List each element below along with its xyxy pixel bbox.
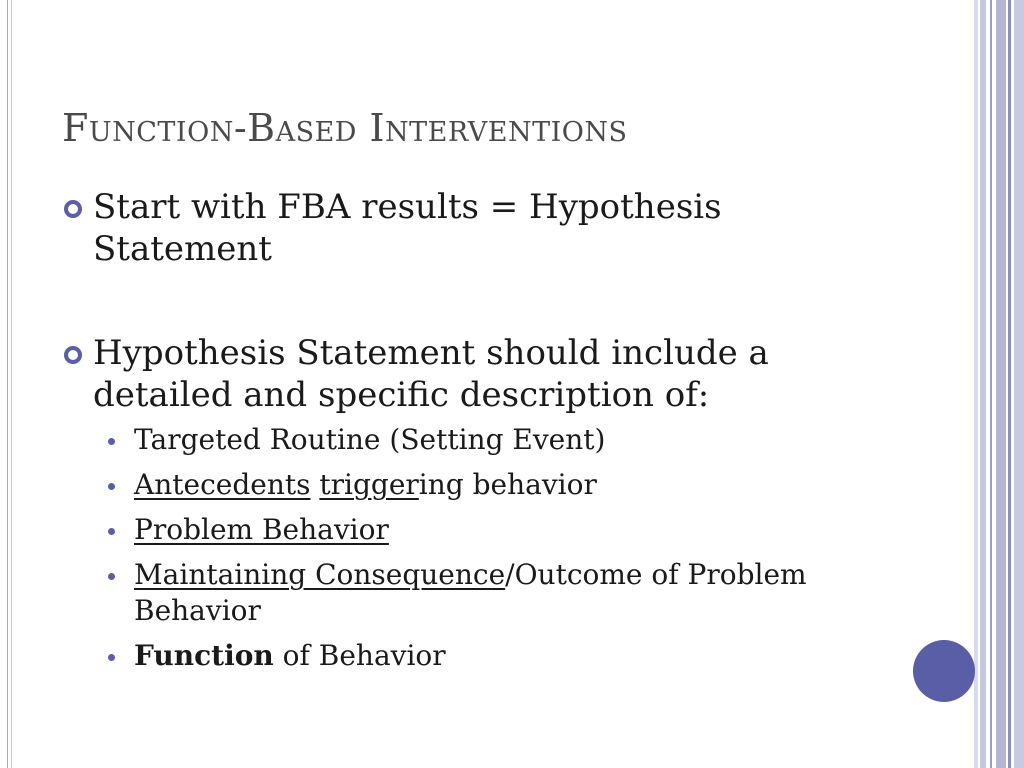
ing-behavior-text: ing behavior: [418, 468, 597, 501]
problem-behavior-text: Problem Behavior: [134, 513, 389, 546]
dot-bullet-icon: [108, 438, 115, 445]
stripe: [1014, 0, 1024, 768]
bullet-item: [62, 332, 882, 416]
sub-bullet-text: Targeted Routine (Setting Event): [134, 423, 606, 456]
antecedents-text: Antecedents: [134, 468, 311, 501]
dot-bullet-icon: [108, 528, 115, 535]
circle-ornament: [913, 640, 975, 702]
dot-bullet-icon: [108, 573, 115, 580]
of-behavior-text: of Behavior: [273, 639, 446, 672]
right-decorative-stripes: [974, 0, 1024, 768]
dot-bullet-icon: [108, 483, 115, 490]
function-text: Function: [134, 639, 274, 672]
outcome-text: /Outcome of Problem Behavior: [134, 558, 807, 627]
bullet-text: Start with FBA results = Hypothesis Statement: [93, 187, 722, 269]
sub-bullet-item: [62, 638, 882, 674]
left-border-line-inner: [11, 0, 12, 768]
bullet-list: [62, 186, 882, 674]
stripe: [996, 0, 1006, 768]
trigger-text: trigger: [319, 468, 419, 501]
slide-title: Function-Based Interventions: [62, 106, 628, 150]
sub-bullet-item: [62, 512, 882, 548]
sub-bullet-item: [62, 422, 882, 458]
left-border-line: [7, 0, 8, 768]
bullet-text: Hypothesis Statement should include a detailed and specific description of:: [93, 333, 769, 415]
sub-bullet-item: [62, 557, 882, 629]
maintaining-consequence-text: Maintaining Consequence: [134, 558, 506, 591]
dot-bullet-icon: [108, 654, 115, 661]
sub-bullet-item: [62, 467, 882, 503]
ring-bullet-icon: [64, 346, 82, 364]
bullet-item: [62, 186, 882, 270]
ring-bullet-icon: [64, 200, 82, 218]
